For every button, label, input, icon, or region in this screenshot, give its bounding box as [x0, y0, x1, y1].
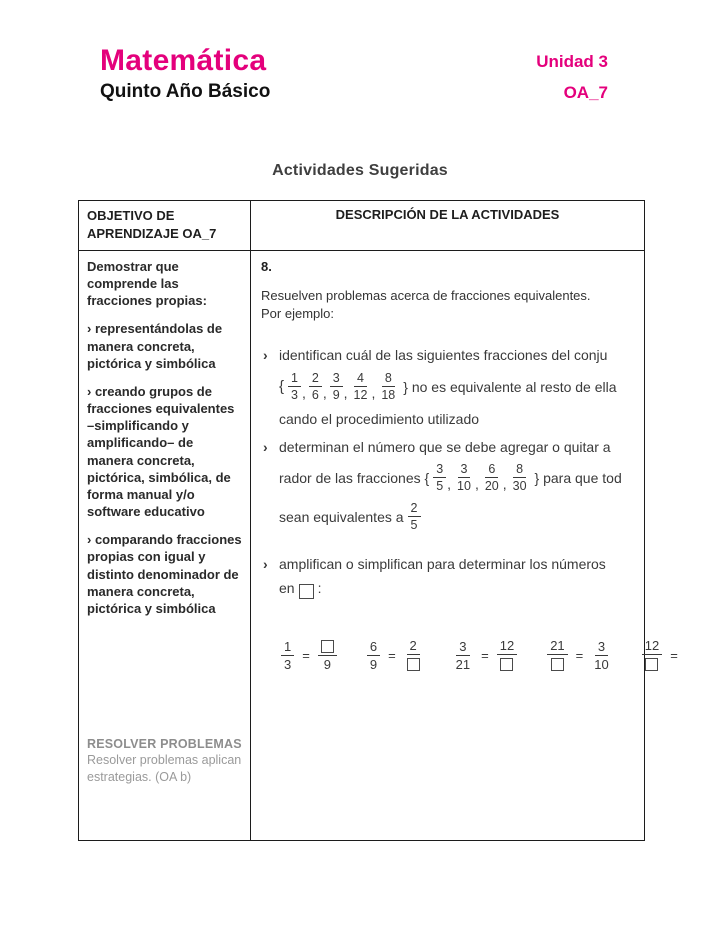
fraction: [433, 462, 446, 494]
fraction-denominator: 5: [436, 479, 444, 494]
fraction-numerator: 3: [433, 462, 446, 479]
fraction: [404, 638, 423, 672]
equations-row: [261, 637, 678, 673]
fraction: [351, 371, 371, 403]
comma: ,: [343, 384, 348, 401]
open-brace: {: [279, 378, 285, 396]
fraction-denominator: [497, 655, 516, 672]
fraction: [547, 638, 567, 672]
fraction: [288, 371, 301, 403]
fraction: [497, 638, 517, 672]
empty-box: [500, 658, 513, 671]
fraction-numerator: 3: [456, 639, 469, 656]
equals-sign: =: [575, 647, 584, 663]
activity-number: 8.: [261, 259, 272, 274]
description-header-cell: DESCRIPCIÓN DE LA ACTIVIDADES: [335, 207, 560, 222]
objective-bullet: › comparando fracciones propias con igual y distinto denominador de manera concreta, pictórica y simbólica: [87, 532, 242, 616]
item1-close-text: } no es equivalente al resto de ella: [403, 378, 617, 395]
fraction-numerator: 1: [288, 371, 301, 388]
fraction: [510, 462, 530, 494]
header-left: [100, 44, 270, 103]
fraction-denominator: 3: [291, 388, 298, 403]
equation-1: [279, 637, 339, 673]
fraction-denominator: 21: [455, 656, 471, 672]
equation-5: [640, 637, 678, 673]
fraction-numerator: 4: [354, 371, 367, 388]
fraction-denominator: 9: [332, 388, 340, 403]
objective-header-cell: OBJETIVO DE APRENDIZAJE OA_7: [79, 201, 251, 250]
bullet-item-1: [261, 346, 644, 427]
comma: ,: [301, 384, 306, 401]
fraction: [309, 371, 322, 403]
fraction-numerator: 21: [547, 638, 567, 655]
page-title: Actividades Sugeridas: [272, 162, 448, 179]
fraction-denominator: 10: [457, 479, 471, 494]
bullet-marker: ›: [263, 555, 268, 572]
comma: ,: [322, 384, 327, 401]
fraction-numerator: 2: [309, 371, 322, 388]
fraction: [453, 639, 473, 672]
fraction-denominator: [642, 655, 661, 672]
header-right: [536, 52, 608, 103]
objective-bullet: › representándolas de manera concreta, pictórica y simbólica: [87, 321, 223, 371]
fraction-numerator: 8: [513, 462, 526, 479]
objective-bullet: › creando grupos de fracciones equivalentes –simplificando y amplificando– de manera concreta, pictórica, simbólica, de forma manual y/o software educativo: [87, 383, 235, 520]
skill-text-line: estrategias. (OA b): [87, 770, 192, 785]
comma: ,: [474, 475, 479, 492]
objective-cell: [79, 251, 251, 840]
fraction-denominator: [548, 655, 567, 672]
fraction: [642, 638, 662, 672]
fraction-numerator: 12: [642, 638, 662, 655]
empty-box: [321, 640, 334, 653]
fraction-numerator: 3: [330, 371, 343, 388]
bullet-item-3: [261, 555, 644, 597]
fraction-denominator: 30: [512, 479, 527, 494]
equation-2: [365, 637, 425, 673]
fraction-numerator: 1: [281, 639, 294, 656]
fraction-numerator: 6: [367, 639, 380, 656]
table-body-row: [79, 251, 678, 840]
fraction-numerator: 2: [407, 638, 420, 655]
fraction: [408, 501, 421, 533]
fraction: [454, 462, 474, 494]
skill-block: [87, 736, 246, 786]
comma: ,: [371, 384, 376, 401]
fraction: [591, 639, 611, 672]
activity-cell: [251, 251, 678, 840]
fraction: [378, 371, 398, 403]
fraction-denominator: 5: [410, 518, 418, 533]
equals-sign: =: [670, 647, 678, 663]
equals-sign: =: [481, 647, 489, 663]
fraction: [318, 638, 337, 672]
item1-line3: cando el procedimiento utilizado: [279, 410, 480, 427]
item1-line1: identifican cuál de las siguientes fracciones del conju: [279, 347, 608, 364]
fraction-numerator: 12: [497, 638, 517, 655]
item3-line2-prefix: en: [279, 580, 295, 597]
comma: ,: [502, 475, 507, 492]
fraction-denominator: 3: [284, 656, 292, 672]
comma: ,: [447, 475, 452, 492]
item2-prefix: rador de las fracciones {: [279, 469, 430, 486]
item2-close-text: } para que tod: [534, 469, 622, 486]
fraction: [330, 371, 343, 403]
bullet-marker: ›: [263, 438, 268, 455]
empty-box: [551, 658, 564, 671]
fraction-denominator: 9: [369, 656, 378, 672]
equals-sign: =: [302, 647, 310, 663]
fraction: [482, 462, 502, 494]
equation-3: [451, 637, 520, 673]
item2-fraction-set: [279, 461, 644, 495]
activities-table: [78, 200, 678, 841]
item3-line2-suffix: :: [317, 580, 322, 597]
fraction-denominator: 6: [311, 388, 319, 403]
fraction: [367, 639, 380, 672]
item3-line2: [279, 579, 644, 597]
equals-sign: =: [388, 647, 396, 663]
skill-title: RESOLVER PROBLEMAS: [87, 736, 242, 751]
objective-intro: Demostrar que comprende las fracciones propias:: [87, 259, 207, 309]
fraction-numerator: 8: [382, 371, 395, 388]
activity-intro: [261, 287, 644, 323]
fraction-numerator: [318, 638, 337, 656]
fraction-numerator: 3: [458, 462, 471, 479]
fraction-denominator: 9: [323, 657, 331, 673]
item2-line3: [279, 500, 644, 534]
skill-text-line: Resolver problemas aplican: [87, 753, 242, 768]
bullet-item-2: [261, 438, 644, 534]
grade-subtitle: Quinto Año Básico: [100, 81, 271, 102]
fraction-denominator: 12: [353, 388, 368, 403]
item1-fraction-set: [279, 370, 644, 404]
fraction-denominator: [404, 655, 423, 672]
empty-box: [299, 584, 314, 599]
oa-code: OA_7: [563, 83, 608, 102]
bullet-marker: ›: [263, 347, 268, 364]
item2-line1: determinan el número que se debe agregar o quitar a: [279, 438, 611, 455]
empty-box: [645, 658, 658, 671]
fraction-numerator: 3: [595, 639, 608, 656]
fraction: [281, 639, 294, 672]
activity-intro-line2: Por ejemplo:: [261, 306, 334, 322]
fraction-denominator: 10: [594, 656, 609, 672]
empty-box: [407, 658, 420, 671]
item3-line1: amplifican o simplifican para determinar los números: [279, 555, 606, 572]
fraction-denominator: 18: [381, 388, 396, 403]
activity-intro-line1: Resuelven problemas acerca de fracciones equivalentes.: [261, 288, 591, 303]
unit-label: Unidad 3: [536, 52, 608, 71]
item2-line3-text: sean equivalentes a: [279, 508, 404, 525]
subject-title: Matemática: [100, 44, 267, 77]
fraction-numerator: 6: [485, 462, 498, 479]
fraction-denominator: 20: [484, 479, 499, 494]
equation-4: [545, 637, 614, 673]
fraction-numerator: 2: [408, 501, 421, 518]
table-header-row: [79, 201, 644, 251]
